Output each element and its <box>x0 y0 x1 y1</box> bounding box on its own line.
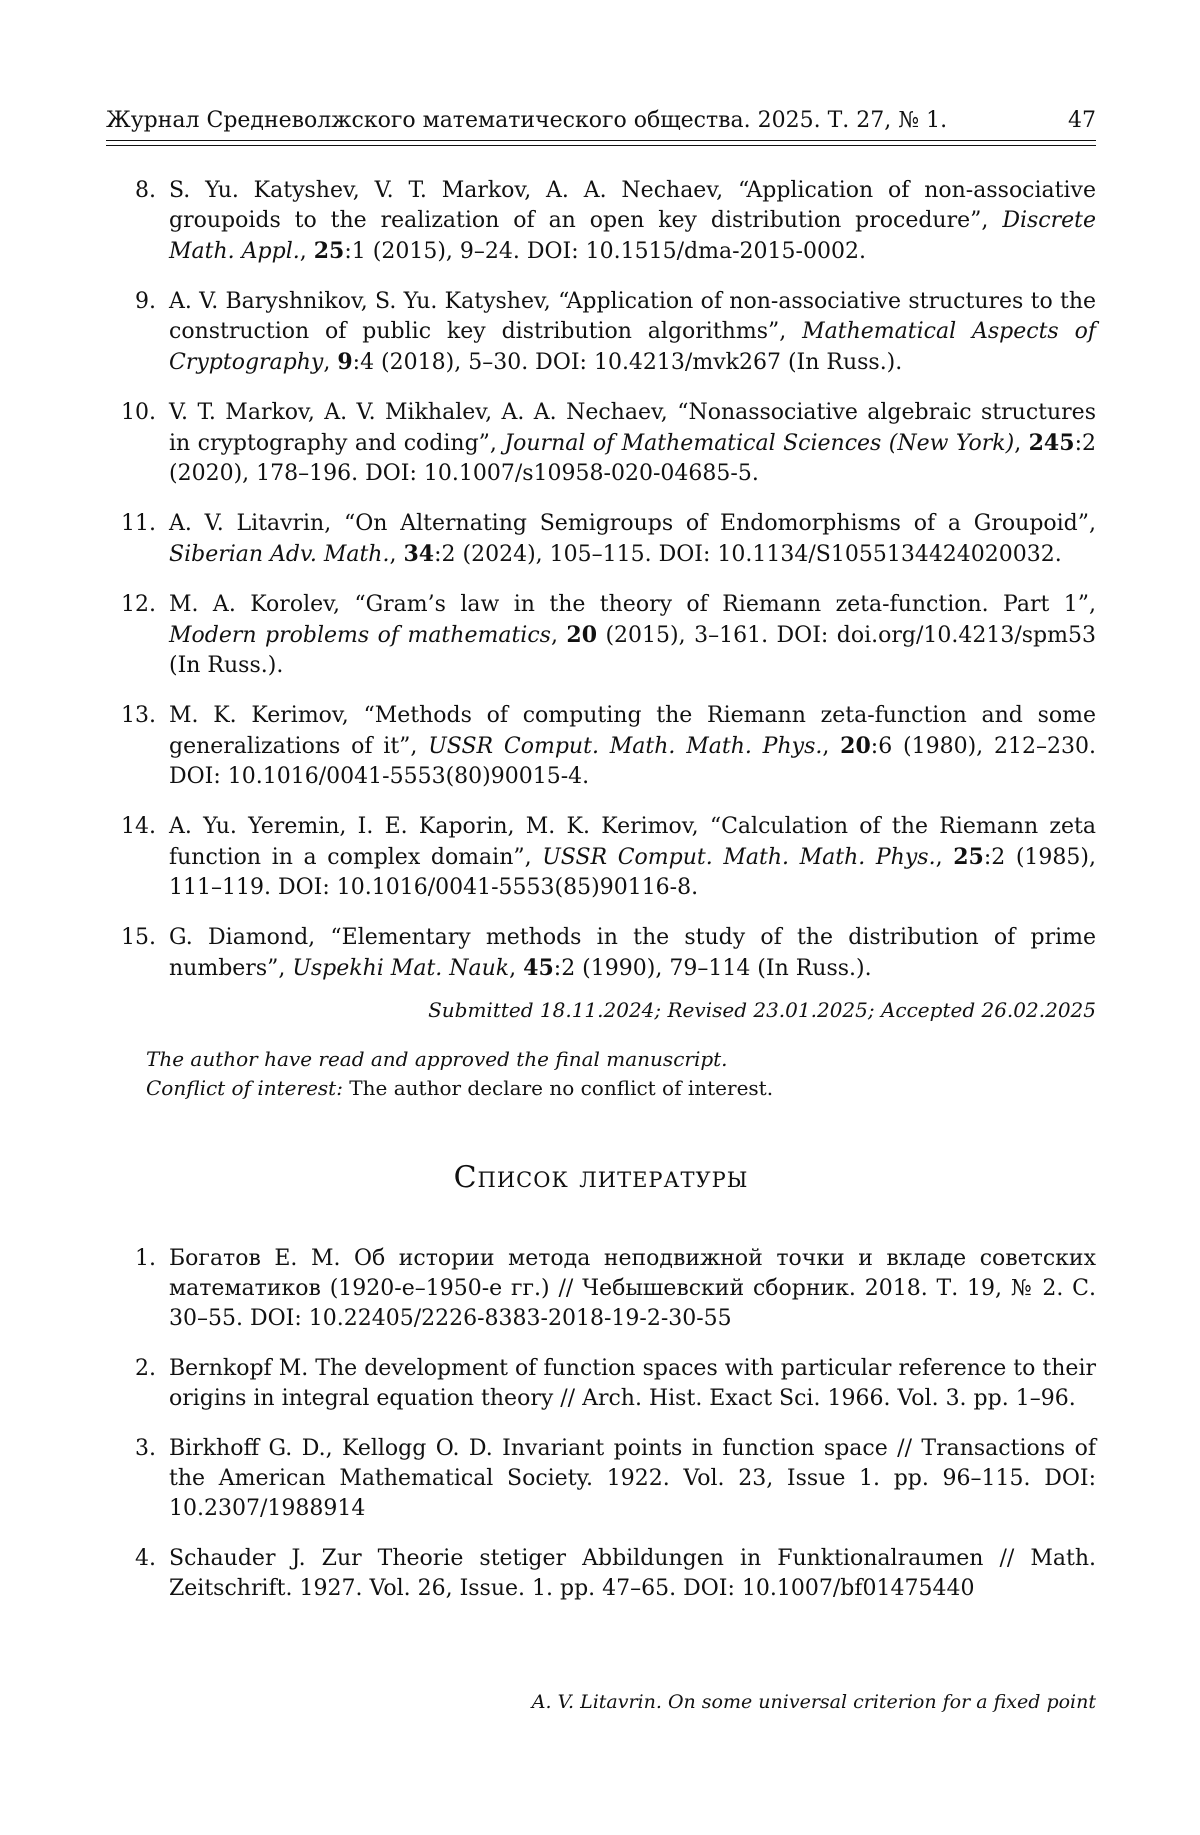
reference-text: Богатов Е. М. Об истории метода неподвижной точки и вкладе советских математиков (1920-е–1950-е гг.) // Чебышевский сборник. 2018. Т. 19, № 2. С. 30–55. DOI: 10.22405/2226-8383-2018-19-2-30-55 <box>169 1246 1096 1331</box>
reference-details: :4 (2018), 5–30. DOI: 10.4213/mvk267 (In Russ.). <box>352 350 903 375</box>
reference-number: 4. <box>135 1546 156 1571</box>
journal-title: Журнал Средневолжского математического общества. 2025. Т. 27, № 1. <box>106 108 948 133</box>
reference-details: :2 (2024), 105–115. DOI: 10.1134/S1055134424020032. <box>434 542 1062 567</box>
reference-volume: 34 <box>403 541 435 567</box>
reference-item <box>106 1544 1096 1604</box>
reference-journal: USSR Comput. Math. Math. Phys. <box>542 845 936 870</box>
reference-number: 2. <box>135 1356 156 1381</box>
reference-volume: 20 <box>840 733 871 759</box>
reference-item <box>106 1354 1096 1414</box>
reference-number: 3. <box>135 1436 156 1461</box>
reference-text: Birkhoff G. D., Kellogg O. D. Invariant points in function space // Transactions of the American Mathematical Society. 1922. Vol. 23, Issue 1. pp. 96–115. DOI: 10.2307/1988914 <box>169 1436 1096 1521</box>
reference-number: 12. <box>121 592 156 617</box>
reference-authors: S. Yu. Katyshev, V. T. Markov, A. A. Nechaev, <box>169 178 724 203</box>
reference-authors: M. A. Korolev, <box>169 592 340 617</box>
conflict-line <box>146 1074 773 1103</box>
reference-journal: Modern problems of mathematics <box>169 623 551 648</box>
running-header <box>106 104 1096 138</box>
reference-item: 12. M. A. Korolev, “Gram’s law in the theory of Riemann zeta-function. Part 1”, Modern problems of mathematics, 20 (2015), 3–161. DOI: doi.org/10.4213/spm53 (In Russ.). <box>106 590 1096 681</box>
reference-authors: V. T. Markov, A. V. Mikhalev, A. A. Nechaev, <box>169 400 668 425</box>
reference-volume: 9 <box>337 349 353 375</box>
reference-item: 14. A. Yu. Yeremin, I. E. Kaporin, M. K. Kerimov, “Calculation of the Riemann zeta function in a complex domain”, USSR Comput. Math. Math. Phys., 25:2 (1985), 111–119. DOI: 10.1016/0041-5553(85)90116-8. <box>106 812 1096 903</box>
reference-item: 11. A. V. Litavrin, “On Alternating Semigroups of Endomorphisms of a Groupoid”, Siberian Adv. Math., 34:2 (2024), 105–115. DOI: 10.1134/S1055134424020032. <box>106 509 1096 570</box>
reference-journal: Siberian Adv. Math. <box>169 542 390 567</box>
submission-dates: Submitted 18.11.2024; Revised 23.01.2025; Accepted 26.02.2025 <box>428 998 1096 1022</box>
reference-number: 13. <box>121 703 156 728</box>
header-rule-top <box>106 140 1096 141</box>
reference-details: :2 (2020), 178–196. DOI: 10.1007/s10958-020-04685-5. <box>169 431 1096 486</box>
reference-number: 15. <box>121 925 156 950</box>
reference-number: 9. <box>135 289 156 314</box>
reference-authors: A. Yu. Yeremin, I. E. Kaporin, M. K. Kerimov, <box>169 814 699 839</box>
reference-number: 1. <box>135 1246 156 1271</box>
conflict-label: Conflict of interest: <box>146 1076 343 1100</box>
header-rule-bottom <box>106 145 1096 146</box>
reference-details: :2 (1985), 111–119. DOI: 10.1016/0041-5553(85)90116-8. <box>169 845 1097 900</box>
reference-text: Bernkopf M. The development of function spaces with particular reference to their origins in integral equation theory // Arch. Hist. Exact Sci. 1966. Vol. 3. pp. 1–96. <box>169 1356 1096 1411</box>
reference-volume: 25 <box>953 844 984 870</box>
reference-details: :6 (1980), 212–230. DOI: 10.1016/0041-5553(80)90015-4. <box>169 734 1096 789</box>
reference-journal: Journal of Mathematical Sciences (New York) <box>504 431 1015 456</box>
reference-volume: 20 <box>566 622 598 648</box>
reference-item: 9. A. V. Baryshnikov, S. Yu. Katyshev, “Application of non-associative structures to the construction of public key distribution algorithms”, Mathematical Aspects of Cryptography, 9:4 (2018), 5–30. DOI: 10.4213/mvk267 (In Russ.). <box>106 287 1096 378</box>
reference-number: 10. <box>121 400 156 425</box>
page-number: 47 <box>1068 108 1096 133</box>
reference-title: “Application of non-associative groupoids to the realization of an open key distribution procedure”, <box>169 178 1096 233</box>
approval-line: The author have read and approved the final manuscript. <box>146 1047 728 1071</box>
reference-item: 13. M. K. Kerimov, “Methods of computing the Riemann zeta-function and some generalizations of it”, USSR Comput. Math. Math. Phys., 20:6 (1980), 212–230. DOI: 10.1016/0041-5553(80)90015-4. <box>106 701 1096 792</box>
reference-authors: A. V. Baryshnikov, S. Yu. Katyshev, <box>169 289 551 314</box>
reference-title: “Elementary methods in the study of the distribution of prime numbers”, <box>169 925 1096 981</box>
reference-volume: 25 <box>313 238 345 264</box>
reference-title: “On Alternating Semigroups of Endomorphisms of a Groupoid”, <box>331 511 1097 536</box>
conflict-text: The author declare no conflict of interest. <box>342 1076 774 1100</box>
reference-authors: G. Diamond, <box>169 925 316 950</box>
reference-item <box>106 1244 1096 1334</box>
reference-title: “Nonassociative algebraic structures in cryptography and coding”, <box>169 400 1096 456</box>
reference-journal: USSR Comput. Math. Math. Phys. <box>428 734 823 759</box>
reference-authors: M. K. Kerimov, <box>169 703 349 728</box>
reference-journal: Mathematical Aspects of Cryptography <box>169 319 1096 375</box>
reference-details: :1 (2015), 9–24. DOI: 10.1515/dma-2015-0002. <box>344 239 866 264</box>
reference-volume: 45 <box>523 955 554 981</box>
reference-list-ru <box>106 1244 1096 1624</box>
reference-title: “Gram’s law in the theory of Riemann zeta-function. Part 1”, <box>339 592 1096 617</box>
reference-item: 10. V. T. Markov, A. V. Mikhalev, A. A. Nechaev, “Nonassociative algebraic structures in cryptography and coding”, Journal of Mathematical Sciences (New York), 245:2 (2020), 178–196. DOI: 10.1007/s10958-020-04685-5. <box>106 398 1096 489</box>
reference-details: (2015), 3–161. DOI: doi.org/10.4213/spm53 (In Russ.). <box>169 623 1096 678</box>
reference-item <box>106 1434 1096 1524</box>
author-statement <box>146 1045 773 1103</box>
reference-text: Schauder J. Zur Theorie stetiger Abbildungen in Funktionalraumen // Math. Zeitschrift. 1927. Vol. 26, Issue. 1. pp. 47–65. DOI: 10.1007/bf01475440 <box>169 1546 1096 1601</box>
reference-number: 14. <box>121 814 156 839</box>
reference-item: 8. S. Yu. Katyshev, V. T. Markov, A. A. Nechaev, “Application of non-associative groupoids to the realization of an open key distribution procedure”, Discrete Math. Appl., 25:1 (2015), 9–24. DOI: 10.1515/dma-2015-0002. <box>106 176 1096 267</box>
reference-number: 11. <box>121 511 156 536</box>
reference-number: 8. <box>135 178 156 203</box>
reference-title: “Calculation of the Riemann zeta function in a complex domain”, <box>169 814 1096 870</box>
reference-item: 15. G. Diamond, “Elementary methods in the study of the distribution of prime numbers”, Uspekhi Mat. Nauk, 45:2 (1990), 79–114 (In Russ.). <box>106 923 1096 984</box>
reference-journal: Uspekhi Mat. Nauk <box>292 956 510 981</box>
reference-title: “Methods of computing the Riemann zeta-function and some generalizations of it”, <box>169 703 1096 759</box>
section-title: Список литературы <box>453 1160 749 1195</box>
reference-journal: Discrete Math. Appl. <box>169 208 1096 264</box>
reference-title: “Application of non-associative structures to the construction of public key distribution algorithms”, <box>169 289 1097 344</box>
reference-authors: A. V. Litavrin, <box>169 511 332 536</box>
reference-list-en <box>106 176 1096 1004</box>
page <box>106 0 1096 1835</box>
running-footer: A. V. Litavrin. On some universal criterion for a fixed point <box>531 1691 1096 1713</box>
reference-volume: 245 <box>1028 430 1075 456</box>
reference-details: :2 (1990), 79–114 (In Russ.). <box>553 956 872 981</box>
